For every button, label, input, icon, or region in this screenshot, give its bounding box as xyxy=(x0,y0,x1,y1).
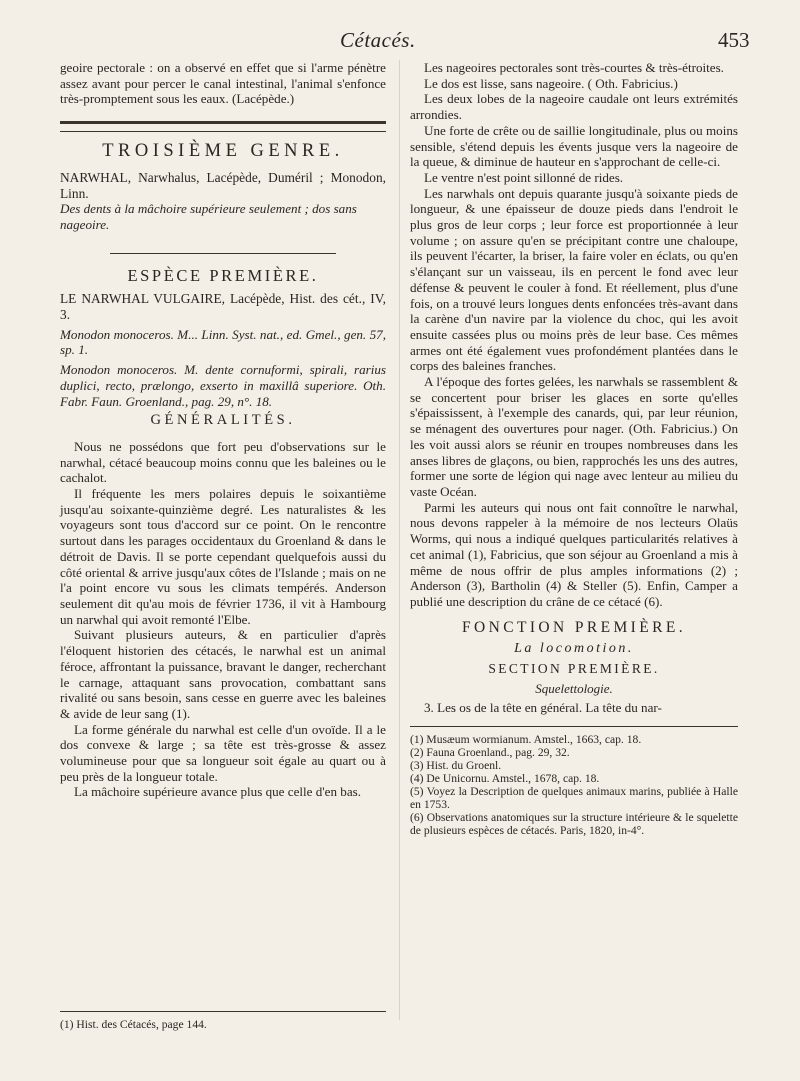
body-paragraph: Les narwhals ont depuis quarante jusqu'à soixante pieds de longueur, & une épaisseur de douze pieds dans l'endroit le plus gros de leur corps ; leur force est proportionnée à leur volume ; on assure qu'en se précipitant contre une chaloupe, ils peuvent l'écarter, la briser, la faire voler en éclats, ou qu'en s'élançant sur un vaisseau, ils en percent le fond avec leur défense & peuvent le couler à fond. Et réellement, plus d'une fois, on a trouvé leurs longues dents enfoncées très-avant dans la carène d'un navire par la violence du choc, qui les avoit ensuite cassées plus ou moins près de leur base. Ces mêmes armes ont été également vues profondément plantées dans le corps des baleines franches. xyxy=(410,185,738,374)
column-divider xyxy=(399,60,400,1020)
footnote: (1) Hist. des Cétacés, page 144. xyxy=(60,1018,207,1031)
body-paragraph: Les nageoires pectorales sont très-courtes & très-étroites. xyxy=(424,60,724,75)
generalites-heading: GÉNÉRALITÉS. xyxy=(150,412,296,429)
section-heading: SECTION PREMIÈRE. xyxy=(488,661,660,677)
species-references xyxy=(60,291,386,409)
squelettologie-heading: Squelettologie. xyxy=(535,680,613,696)
running-title: Cétacés. xyxy=(340,28,416,52)
right-footnotes xyxy=(410,733,738,837)
genre-diagnosis: Des dents à la mâchoire supérieure seulement ; dos sans nageoire. xyxy=(60,201,357,232)
espece-heading: ESPÈCE PREMIÈRE. xyxy=(127,265,319,285)
body-paragraph: Parmi les auteurs qui nous ont fait connoître le narwhal, nous devons rappeler à la mémoire de nos lecteurs Olaüs Worms, qui nous a indiqué quelques particularités relatives à cet animal (1), Fabricius, que son séjour au Groenland a mis à même de nous offrir de plus amples informations (2) ; Anderson (3), Bartholin (4) & Steller (5). Enfin, Camper a publié une description du crâne de ce cétacé (6). xyxy=(410,499,738,609)
footnote: (1) Musæum wormianum. Amstel., 1663, cap. 18. xyxy=(410,733,642,747)
body-paragraph: Les deux lobes de la nageoire caudale ont leurs extrémités arrondies. xyxy=(410,91,738,123)
body-paragraph: La forme générale du narwhal est celle d'un ovoïde. Il a le dos convexe & large ; sa tête est très-grosse & assez volumineuse pour que sa longueur soit égale au quart ou à peu près de la longueur totale. xyxy=(60,721,386,784)
section-rule xyxy=(60,121,386,132)
body-paragraph: Nous ne possédons que fort peu d'observations sur le narwhal, cétacé beaucoup moins connu que les baleines ou le cachalot. xyxy=(60,438,386,486)
body-paragraph: Une forte de crête ou de saillie longitudinale, plus ou moins sensible, s'étend depuis les évents jusque vers la nageoire de la queue, & diminue de hauteur en s'approchant de celle-ci. xyxy=(410,122,738,170)
fabricius-reference: Monodon monoceros. M. dente cornuformi, spirali, rarius duplici, recto, prælongo, exserto in maxillâ superiore. Oth. Fabr. Faun. Groenland., pag. 29, n°. 18. xyxy=(60,362,386,409)
body-paragraph: La mâchoire supérieure avance plus que celle d'en bas. xyxy=(74,784,362,800)
genre-heading: TROISIÈME GENRE. xyxy=(102,141,344,162)
footnote-rule xyxy=(410,726,738,727)
left-footnotes xyxy=(60,1011,386,1031)
opening-paragraph: geoire pectorale : on a observé en effet que si l'arme pénètre assez avant pour percer le canal intestinal, l'animal s'enfonce très-promptement sous les eaux. (Lacépède.) xyxy=(60,60,386,107)
footnote: (3) Hist. du Groenl. xyxy=(410,759,502,773)
locomotion-heading: La locomotion. xyxy=(514,641,634,657)
footnote: (6) Observations anatomiques sur la structure intérieure & le squelette de plusieurs espèces de cétacés. Paris, 1820, in-4°. xyxy=(410,811,738,838)
right-column xyxy=(410,60,738,837)
body-paragraph: 3. Les os de la tête en général. La tête du nar- xyxy=(424,700,662,716)
body-paragraph: Le dos est lisse, sans nageoire. ( Oth. Fabricius.) xyxy=(424,75,678,91)
body-paragraph: A l'époque des fortes gelées, les narwhals se rassemblent & se concertent pour briser les glaces en sorte qu'elles s'épaississent, à l'exemple des canards, qui, par leur réunion, se ménagent des ouvertures pour nager. (Oth. Fabricius.) On les voit aussi alors se réunir en troupes nombreuses dans les anses libres de glaçons, ou bien, rapprochés les uns des autres, former une sorte de légion qui nage avec lenteur au milieu du vaste Océan. xyxy=(410,374,738,499)
left-column xyxy=(60,60,386,800)
body-paragraph: Il fréquente les mers polaires depuis le soixantième jusqu'au soixante-quinzième degré. Les naturalistes & les voyageurs sont tous d'accord sur ce point. On le rencontre surtout dans les parages occidentaux du Groenland & dans le détroit de Davis. Il se porte cependant quelquefois aussi du côté oriental & arrive jusqu'aux côtes de l'Islande ; mais on ne l'a point encore vu sous les climats tempérés. Anderson seulement dit qu'au mois de février 1736, il vit à Hambourg un narwhal qui avoit remonté l'Elbe. xyxy=(60,486,386,627)
linnaeus-reference: Monodon monoceros. M... Linn. Syst. nat., ed. Gmel., gen. 57, sp. 1. xyxy=(60,326,386,358)
genre-synonymy: NARWHAL, Narwhalus, Lacépède, Duméril ; Monodon, Linn. xyxy=(60,169,386,201)
fonction-heading: FONCTION PREMIÈRE. xyxy=(462,618,686,636)
species-name: LE NARWHAL VULGAIRE, Lacépède, Hist. des cét., IV, 3. xyxy=(60,291,386,323)
footnote-rule xyxy=(60,1011,386,1012)
footnote: (5) Voyez la Description de quelques animaux marins, publiée à Halle en 1753. xyxy=(410,785,738,812)
body-paragraph: Suivant plusieurs auteurs, & en particulier d'après l'éloquent historien des cétacés, le narwhal est un animal féroce, affrontant la puissance, bravant le danger, recherchant le carnage, attaquant sans provocation, combattant sans rivalité ou sans besoin, sans cesse en guerre avec les baleines & avide de leur sang (1). xyxy=(60,627,386,721)
footnote: (2) Fauna Groenland., pag. 29, 32. xyxy=(410,746,570,760)
footnote: (4) De Unicornu. Amstel., 1678, cap. 18. xyxy=(410,772,600,786)
body-paragraph: Le ventre n'est point sillonné de rides. xyxy=(424,169,624,185)
page-number: 453 xyxy=(718,28,750,52)
heading-rule xyxy=(110,253,336,254)
